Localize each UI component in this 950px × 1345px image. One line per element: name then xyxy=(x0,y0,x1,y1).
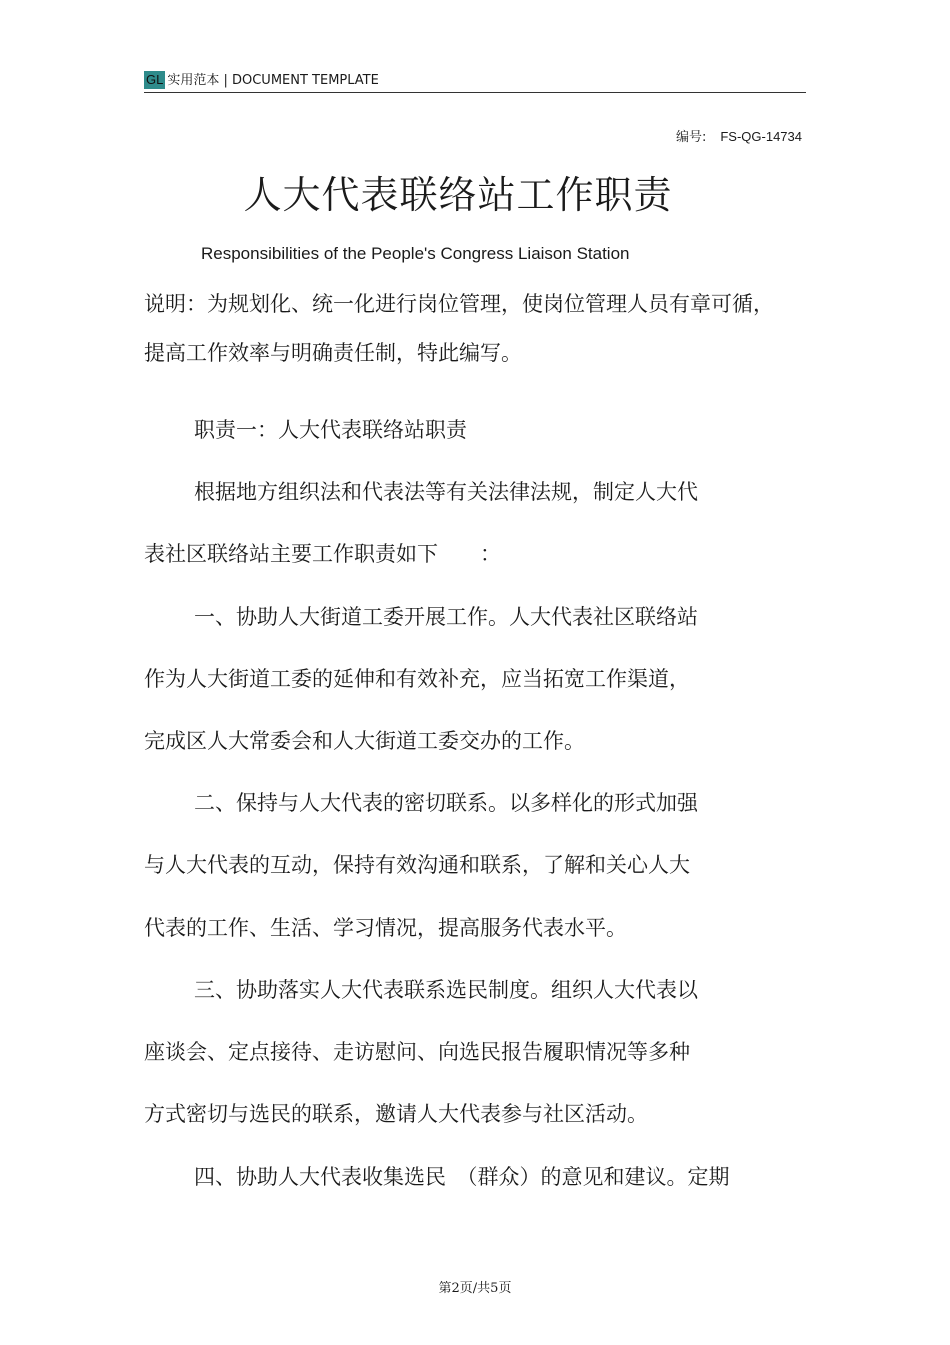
page-number: 第2页/共5页 xyxy=(438,1281,512,1296)
body-line: 一、协助人大街道工委开展工作。人大代表社区联络站 xyxy=(194,605,698,629)
body-line: 方式密切与选民的联系，邀请人大代表参与社区活动。 xyxy=(144,1102,648,1126)
body-line: 完成区人大常委会和人大街道工委交办的工作。 xyxy=(144,729,585,753)
section-heading: 职责一：人大代表联络站职责 xyxy=(194,418,467,442)
logo-badge: GL xyxy=(146,72,164,87)
body-line: 根据地方组织法和代表法等有关法律法规，制定人大代 xyxy=(194,480,698,504)
document-header xyxy=(144,70,806,93)
body-line: 与人大代表的互动，保持有效沟通和联系，了解和关心人大 xyxy=(144,853,690,877)
body-line: 表社区联络站主要工作职责如下 ： xyxy=(144,542,501,566)
body-line: 二、保持与人大代表的密切联系。以多样化的形式加强 xyxy=(194,791,698,815)
body-line: 座谈会、定点接待、走访慰问、向选民报告履职情况等多种 xyxy=(144,1040,690,1064)
document-number-label: 编号: xyxy=(675,130,707,145)
body-line: 作为人大街道工委的延伸和有效补充，应当拓宽工作渠道， xyxy=(144,667,690,691)
header-title: 实用范本 | DOCUMENT TEMPLATE xyxy=(167,73,379,88)
body-line: 说明：为规划化、统一化进行岗位管理，使岗位管理人员有章可循， xyxy=(144,292,774,316)
document-subtitle: Responsibilities of the People's Congress Liaison Station xyxy=(201,244,630,263)
body-line: 提高工作效率与明确责任制，特此编写。 xyxy=(144,341,522,365)
document-title: 人大代表联络站工作职责 xyxy=(243,173,673,217)
document-number xyxy=(676,126,802,145)
body-line: 四、协助人大代表收集选民 （群众）的意见和建议。定期 xyxy=(194,1165,730,1189)
body-line: 三、协助落实人大代表联系选民制度。组织人大代表以 xyxy=(194,978,698,1002)
document-number-value: FS-QG-14734 xyxy=(720,129,802,144)
body-line: 代表的工作、生活、学习情况，提高服务代表水平。 xyxy=(144,916,627,940)
